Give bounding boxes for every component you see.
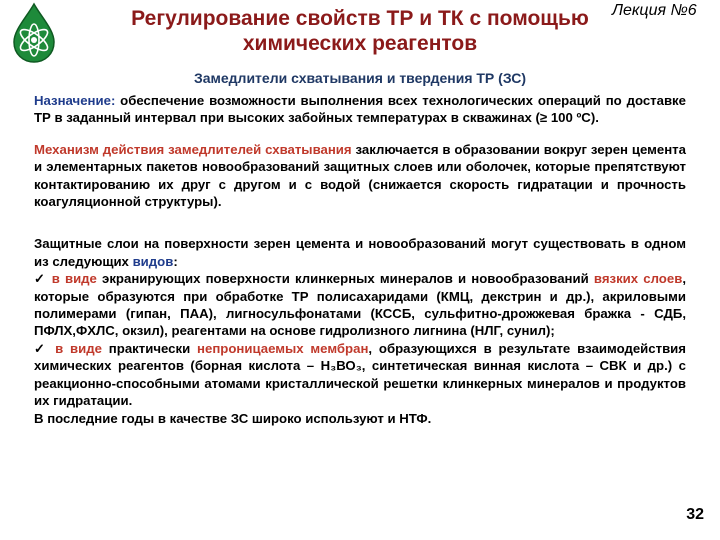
protective-intro-text: Защитные слои на поверхности зерен цемента и новообразований могут существовать в одном из следующих [34, 236, 686, 269]
slide-title [80, 6, 640, 56]
slide-body [34, 92, 686, 427]
item1-highlight: вязких слоев [593, 271, 683, 287]
list-item-membranes [34, 340, 686, 410]
mechanism-text: заключается в образовании вокруг зерен цемента и элементарных пакетов новообразований защитных слоев или оболочек, которые препятствуют контактированию их друг с другом и с водой (снижается скорость гидратации и прочность коагуляционной структуры). [34, 141, 686, 210]
mechanism-label: Механизм действия замедлителей схватывания [34, 141, 352, 157]
item1-lead: в виде [46, 271, 97, 287]
protective-intro-highlight: видов [132, 253, 174, 269]
title-line-2: химических реагентов [242, 32, 478, 55]
item2-highlight: непроницаемых мембран [197, 340, 369, 356]
item1-text-b: , которые образуются при обработке ТР полисахаридами (КМЦ, декстрин и др.), акриловыми полимерами (гипан, ПАА), лигносульфонатами (КССБ, сульфитно-дрожжевая бражка - СДБ, ПФЛХ,ФХЛС, окзил), реагентами на основе гидролизного лигнина (НЛГ, сунил); [34, 271, 686, 339]
checkmark-icon: ✓ [34, 340, 49, 356]
item1-text-a: экранирующих поверхности клинкерных минералов и новообразований [96, 271, 594, 287]
purpose-label: Назначение: [34, 93, 116, 108]
slide-subtitle: Замедлители схватывания и твердения ТР (ЗС) [193, 70, 527, 86]
page-number: 32 [686, 506, 704, 523]
protective-intro-end: : [173, 253, 178, 269]
purpose-text: обеспечение возможности выполнения всех технологических операций по доставке ТР в заданный интервал при высоких забойных температурах в скважинах (≥ 100 ºС). [34, 93, 686, 126]
item2-text-b: , образующихся в результате взаимодействия химических реагентов (борная кислота – Н₃ВО₃, синтетическая винная кислота – СВК и др.) с реакционно-способными атомами кристаллической решетки клинкерных минералов и продуктов их гидратации. [34, 340, 686, 409]
closing-sentence: В последние годы в качестве ЗС широко используют и НТФ. [34, 410, 432, 426]
protective-intro [34, 235, 686, 270]
purpose-paragraph [34, 92, 686, 127]
lecture-label: Лекция №6 [612, 2, 697, 19]
title-line-1: Регулирование свойств ТР и ТК с помощью [131, 7, 589, 30]
item2-lead: в виде [48, 340, 102, 356]
logo-icon [4, 2, 64, 64]
list-item-viscous-layers [34, 270, 686, 340]
item2-text-a: практически [101, 340, 198, 356]
checkmark-icon: ✓ [34, 271, 47, 287]
mechanism-paragraph [34, 141, 686, 211]
